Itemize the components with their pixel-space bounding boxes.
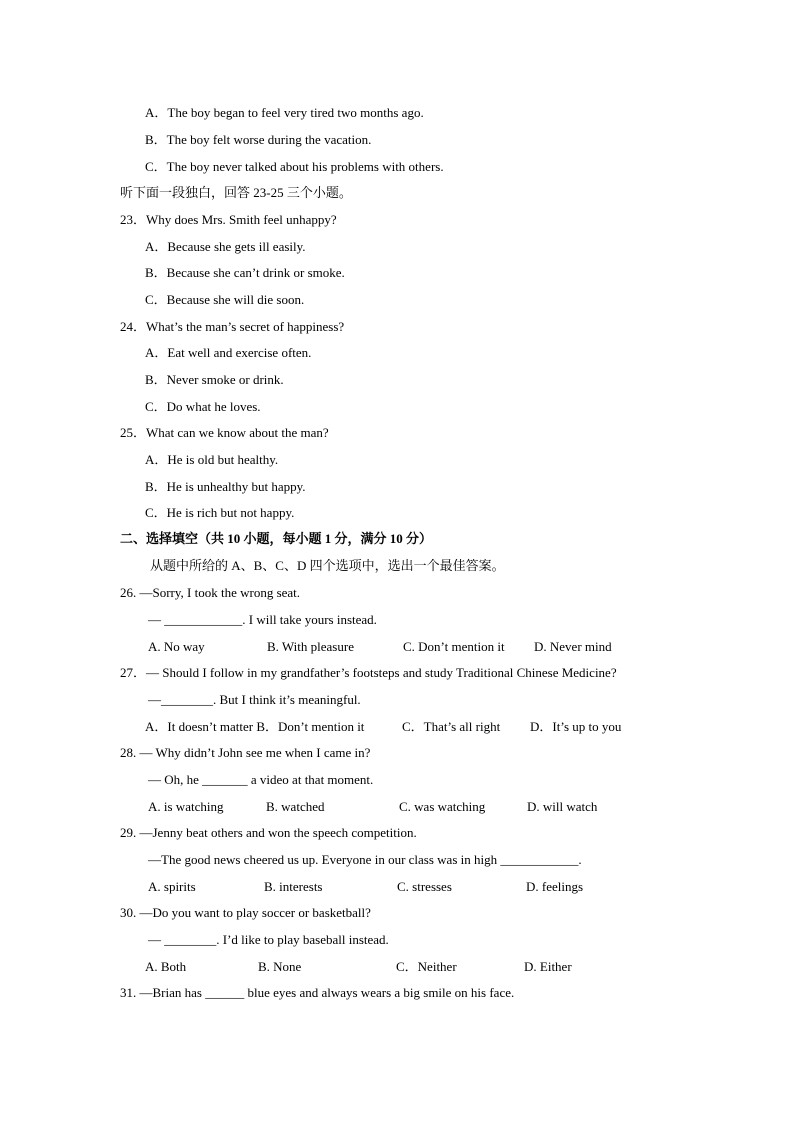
- q26-option-c: C. Don’t mention it: [403, 639, 505, 654]
- q23-option-b: B．Because she can’t drink or smoke.: [145, 265, 345, 280]
- section-heading: 二、选择填空（共 10 小题，每小题 1 分，满分 10 分）: [120, 531, 433, 546]
- q26-option-b: B. With pleasure: [267, 639, 354, 654]
- q28-option-c: C. was watching: [399, 799, 486, 814]
- q28-options: [0, 799, 794, 815]
- q29-options: [0, 879, 794, 895]
- q28-reply: — Oh, he _______ a video at that moment.: [148, 772, 374, 787]
- q22-option-a: A．The boy began to feel very tired two months ago.: [145, 105, 424, 120]
- q30-reply: — ________. I’d like to play baseball instead.: [148, 932, 389, 947]
- q29-option-a: A. spirits: [148, 879, 196, 894]
- q28-option-b: B. watched: [266, 799, 325, 814]
- q26-reply: — ____________. I will take yours instead.: [148, 612, 377, 627]
- q24-option-c: C．Do what he loves.: [145, 399, 261, 414]
- question-30: 30. —Do you want to play soccer or basketball?: [120, 905, 371, 920]
- q29-option-b: B. interests: [264, 879, 323, 894]
- q28-option-a: A. is watching: [148, 799, 224, 814]
- q27-option-ab: A．It doesn’t matter B．Don’t mention it: [145, 719, 365, 734]
- q26-option-d: D. Never mind: [534, 639, 612, 654]
- question-23: 23．Why does Mrs. Smith feel unhappy?: [120, 212, 337, 227]
- question-27: 27．— Should I follow in my grandfather’s footsteps and study Traditional Chinese Medicine?: [120, 665, 617, 680]
- q25-option-a: A．He is old but healthy.: [145, 452, 279, 467]
- q23-option-c: C．Because she will die soon.: [145, 292, 305, 307]
- q22-option-c: C．The boy never talked about his problems with others.: [145, 159, 444, 174]
- q27-option-d: D．It’s up to you: [530, 719, 622, 734]
- q29-option-d: D. feelings: [526, 879, 584, 894]
- q23-option-a: A．Because she gets ill easily.: [145, 239, 306, 254]
- question-24: 24．What’s the man’s secret of happiness?: [120, 319, 345, 334]
- question-31: 31. —Brian has ______ blue eyes and always wears a big smile on his face.: [120, 985, 515, 1000]
- q25-option-c: C．He is rich but not happy.: [145, 505, 295, 520]
- q27-reply: —________. But I think it’s meaningful.: [148, 692, 361, 707]
- q27-options: [0, 719, 794, 735]
- q25-option-b: B．He is unhealthy but happy.: [145, 479, 306, 494]
- question-28: 28. — Why didn’t John see me when I came in?: [120, 745, 371, 760]
- q30-option-c: C．Neither: [396, 959, 457, 974]
- q22-option-b: B．The boy felt worse during the vacation.: [145, 132, 372, 147]
- q26-options: [0, 639, 794, 655]
- section-directions: 从题中所给的 A、B、C、D 四个选项中，选出一个最佳答案。: [150, 558, 505, 573]
- q30-options: [0, 959, 794, 975]
- q24-option-a: A．Eat well and exercise often.: [145, 345, 312, 360]
- q29-reply: —The good news cheered us up. Everyone in our class was in high ____________.: [148, 852, 582, 867]
- q27-option-c: C．That’s all right: [402, 719, 501, 734]
- question-25: 25．What can we know about the man?: [120, 425, 329, 440]
- q28-option-d: D. will watch: [527, 799, 598, 814]
- q29-option-c: C. stresses: [397, 879, 452, 894]
- question-29: 29. —Jenny beat others and won the speech competition.: [120, 825, 417, 840]
- q30-option-a: A. Both: [145, 959, 187, 974]
- q24-option-b: B．Never smoke or drink.: [145, 372, 284, 387]
- section-instruction: 听下面一段独白，回答 23-25 三个小题。: [120, 185, 352, 200]
- q30-option-b: B. None: [258, 959, 302, 974]
- q26-option-a: A. No way: [148, 639, 205, 654]
- q30-option-d: D. Either: [524, 959, 572, 974]
- question-26: 26. —Sorry, I took the wrong seat.: [120, 585, 301, 600]
